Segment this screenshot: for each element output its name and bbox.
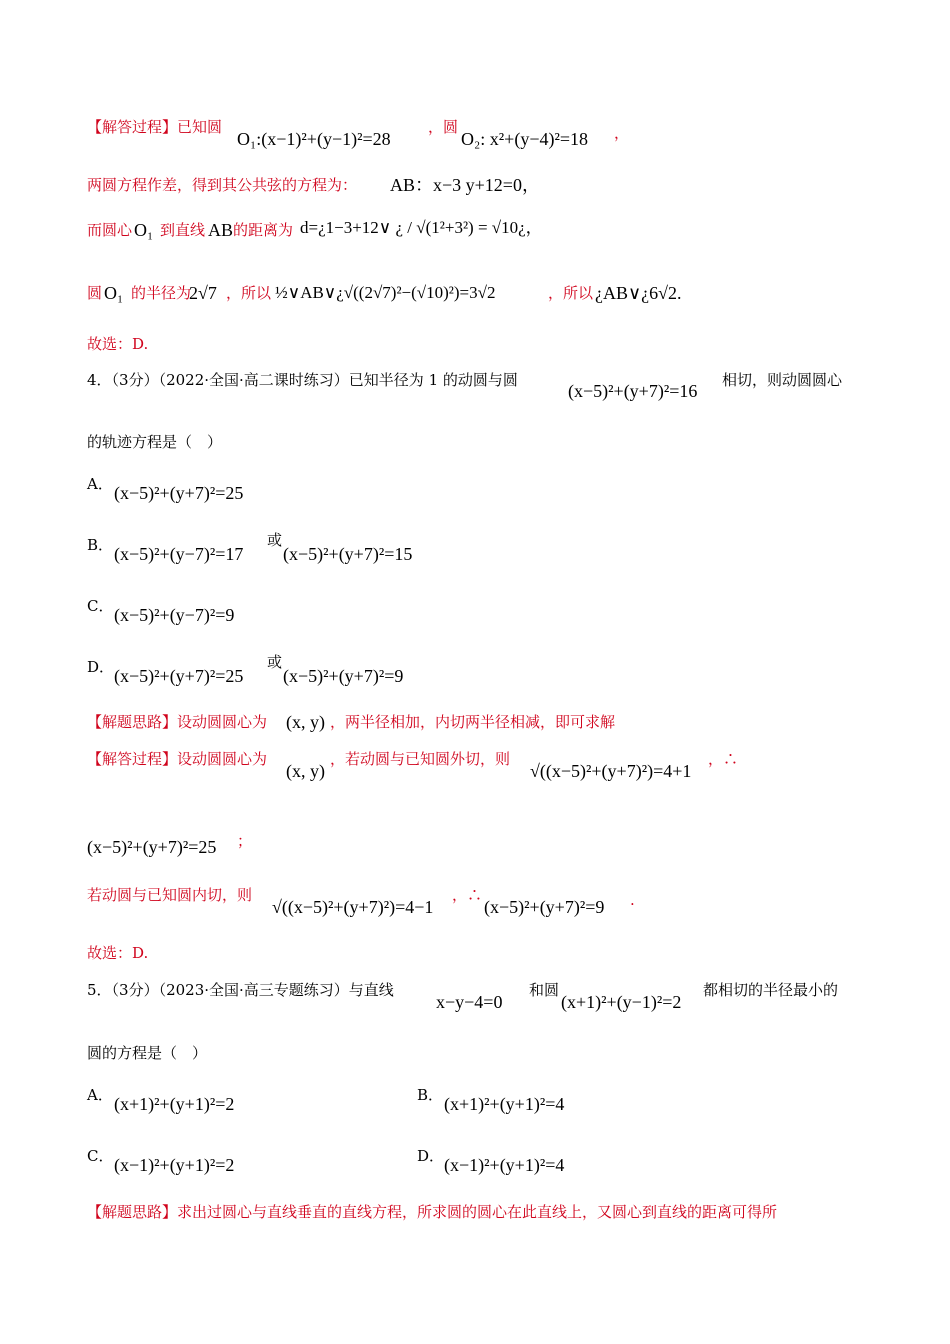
sol3-line2-text: 两圆方程作差，得到其公共弦的方程为： (87, 176, 358, 194)
q4-proc-therefore: ，∴ (708, 750, 739, 768)
sol3-line4-c: 的半径为 (131, 284, 192, 302)
sol3-o1b: O₁ (104, 283, 124, 303)
q4-eq-outer-end: ； (237, 832, 253, 850)
q4-inner-text: 若动圆与已知圆内切，则 (87, 886, 253, 904)
q5-option-d-label[interactable]: D． (417, 1147, 445, 1165)
q4-stem-equation: (x−5)²+(y+7)²=16 (568, 381, 698, 401)
sol3-sep: ，圆 (428, 118, 459, 136)
q4-idea-label: 【解题思路】设动圆圆心为 (87, 713, 268, 731)
q4-idea-math: (x, y) (286, 712, 325, 732)
sol3-label: 【解答过程】已知圆 (87, 118, 223, 136)
sol3-line3-a: 而圆心 (87, 221, 133, 239)
sol3-line4-e: ，所以 (548, 284, 594, 302)
q5-stem-part3: 都相切的半径最小的 (703, 981, 839, 999)
q4-proc-mid: ，若动圆与已知圆外切，则 (330, 750, 511, 768)
q4-option-b-label[interactable]: B． (87, 536, 114, 554)
q5-option-c-math[interactable]: (x−1)²+(y+1)²=2 (114, 1155, 235, 1175)
sol3-line3-e: 的距离为 (233, 221, 294, 239)
q4-option-a-label[interactable]: A． (87, 475, 113, 493)
q4-stem-part2: 相切，则动圆圆心 (722, 371, 843, 389)
q4-option-b-math[interactable]: (x−5)²+(y−7)²=17 (114, 544, 244, 564)
q5-option-c-label[interactable]: C． (87, 1147, 114, 1165)
sol3-line4-a: 圆 (87, 284, 103, 302)
q4-option-a-math[interactable]: (x−5)²+(y+7)²=25 (114, 483, 244, 503)
q5-stem-part4: 圆的方程是（ ） (87, 1044, 208, 1062)
q4-idea-rest: ，两半径相加，内切两半径相减，即可求解 (330, 713, 616, 731)
q4-option-b-math2[interactable]: (x−5)²+(y+7)²=15 (283, 544, 413, 564)
q4-answer: 故选：D. (87, 944, 149, 962)
sol3-answer: 故选：D. (87, 335, 149, 353)
q5-circle-eq: (x+1)²+(y−1)²=2 (561, 992, 682, 1012)
sol3-chord-length: ½∨AB∨¿√((2√7)²−(√10)²)=3√2 (275, 283, 496, 302)
sol3-line3-c: 到直线 (160, 221, 206, 239)
q4-inner-sqrt: √((x−5)²+(y+7)²)=4−1 (272, 897, 434, 917)
sol3-ab: AB (208, 220, 234, 240)
q4-proc-sqrt: √((x−5)²+(y+7)²)=4+1 (530, 761, 692, 781)
q4-option-c-label[interactable]: C． (87, 597, 114, 615)
q4-option-d-math[interactable]: (x−5)²+(y+7)²=25 (114, 666, 244, 686)
q4-inner-end: . (630, 891, 635, 909)
sol3-o1: O₁ (134, 220, 154, 240)
sol3-chord-eq: AB：x−3 y+12=0， (390, 175, 540, 195)
sol3-circle1-eq: O₁:(x−1)²+(y−1)²=28 (237, 129, 391, 149)
q5-option-d-math[interactable]: (x−1)²+(y+1)²=4 (444, 1155, 565, 1175)
q5-option-b-math[interactable]: (x+1)²+(y+1)²=4 (444, 1094, 565, 1114)
q4-inner-eq: (x−5)²+(y+7)²=9 (484, 897, 605, 917)
q4-option-c-math[interactable]: (x−5)²+(y−7)²=9 (114, 605, 235, 625)
q5-stem-part1: 5．（3分）（2023·全国·高三专题练习）与直线 (87, 981, 394, 999)
q4-proc-label: 【解答过程】设动圆圆心为 (87, 750, 268, 768)
q5-stem-part2: 和圆 (529, 981, 560, 999)
sol3-distance-formula: d=¿1−3+12∨ ¿ / √(1²+3²) = √10¿， (300, 218, 543, 237)
q4-option-d-or: 或 (267, 653, 283, 671)
sol3-radius: 2√7 (189, 283, 217, 303)
sol3-line4-d: ，所以 (226, 284, 272, 302)
q4-option-d-math2[interactable]: (x−5)²+(y+7)²=9 (283, 666, 404, 686)
q5-idea: 【解题思路】求出过圆心与直线垂直的直线方程，所求圆的圆心在此直线上，又圆心到直线的距离可得所 (87, 1203, 778, 1221)
q4-option-b-or: 或 (267, 531, 283, 549)
q4-eq-outer: (x−5)²+(y+7)²=25 (87, 837, 217, 857)
sol3-circle2-eq: O₂: x²+(y−4)²=18 (461, 129, 589, 149)
q5-line-eq: x−y−4=0 (436, 992, 503, 1012)
sol3-line1 (87, 120, 222, 135)
q4-option-d-label[interactable]: D． (87, 658, 115, 676)
q5-option-a-label[interactable]: A． (87, 1086, 113, 1104)
q4-stem-part1: 4．（3分）（2022·全国·高二课时练习）已知半径为 1 的动圆与圆 (87, 371, 518, 389)
q5-option-a-math[interactable]: (x+1)²+(y+1)²=2 (114, 1094, 235, 1114)
sol3-comma: ， (614, 124, 630, 142)
q4-inner-therefore: ，∴ (452, 886, 483, 904)
sol3-result: ¿AB∨¿6√2. (595, 283, 682, 303)
q4-proc-math: (x, y) (286, 761, 325, 781)
q4-stem-part3: 的轨迹方程是（ ） (87, 433, 223, 451)
q5-option-b-label[interactable]: B． (417, 1086, 444, 1104)
